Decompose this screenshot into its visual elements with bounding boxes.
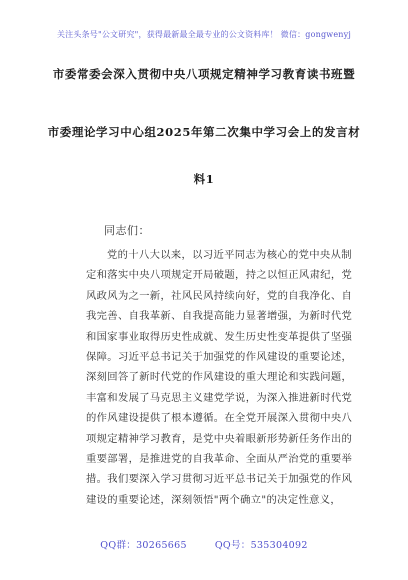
body-line: 定和落实中央八项规定开局破题，持之以恒正风肃纪，党 bbox=[86, 269, 353, 282]
body-line: 丰富和发展了马克思主义建党学说，为深入推进新时代党 bbox=[86, 391, 353, 404]
salutation: 同志们： bbox=[104, 224, 150, 237]
body-line: 我完善、自我革新、自我提高能力显著增强，为新时代党 bbox=[86, 310, 353, 323]
body-line: 和国家事业取得历史性成就、发生历史性变革提供了坚强 bbox=[86, 330, 353, 343]
body-line: 的作风建设提供了根本遵循。在全党开展深入贯彻中央八 bbox=[86, 412, 353, 425]
qq-number: QQ号：535304092 bbox=[214, 540, 308, 551]
contact-footer bbox=[0, 537, 408, 551]
body-line: 重要部署，是推进党的自我革命、全面从严治党的重要举 bbox=[86, 452, 353, 465]
body-paragraph bbox=[86, 245, 354, 510]
body-line: 风政风为之一新，社风民风持续向好，党的自我净化、自 bbox=[86, 289, 353, 302]
body-line: 深刻回答了新时代党的作风建设的重大理论和实践问题， bbox=[86, 371, 353, 384]
title-line-2: 市委理论学习中心组2025年第二次集中学习会上的发言材 bbox=[47, 125, 361, 139]
qq-group: QQ群：30265665 bbox=[100, 540, 187, 551]
body-line: 措。我们要深入学习贯彻习近平总书记关于加强党的作风 bbox=[86, 473, 353, 486]
title-line-1: 市委常委会深入贯彻中央八项规定精神学习教育读书班暨 bbox=[52, 67, 356, 81]
body-line: 保障。习近平总书记关于加强党的作风建设的重要论述， bbox=[86, 350, 353, 363]
body-line: 党的十八大以来，以习近平同志为核心的党中央从制 bbox=[107, 249, 352, 261]
body-line: 项规定精神学习教育，是党中央着眼新形势新任务作出的 bbox=[86, 432, 353, 445]
promo-banner: 关注头条号"公文研究"，获得最新最全最专业的公文资料库！ 微信：gongwenyj bbox=[56, 30, 352, 39]
title-line-3: 料1 bbox=[193, 172, 215, 186]
body-line: 建设的重要论述，深刻领悟"两个确立"的决定性意义， bbox=[86, 493, 342, 506]
